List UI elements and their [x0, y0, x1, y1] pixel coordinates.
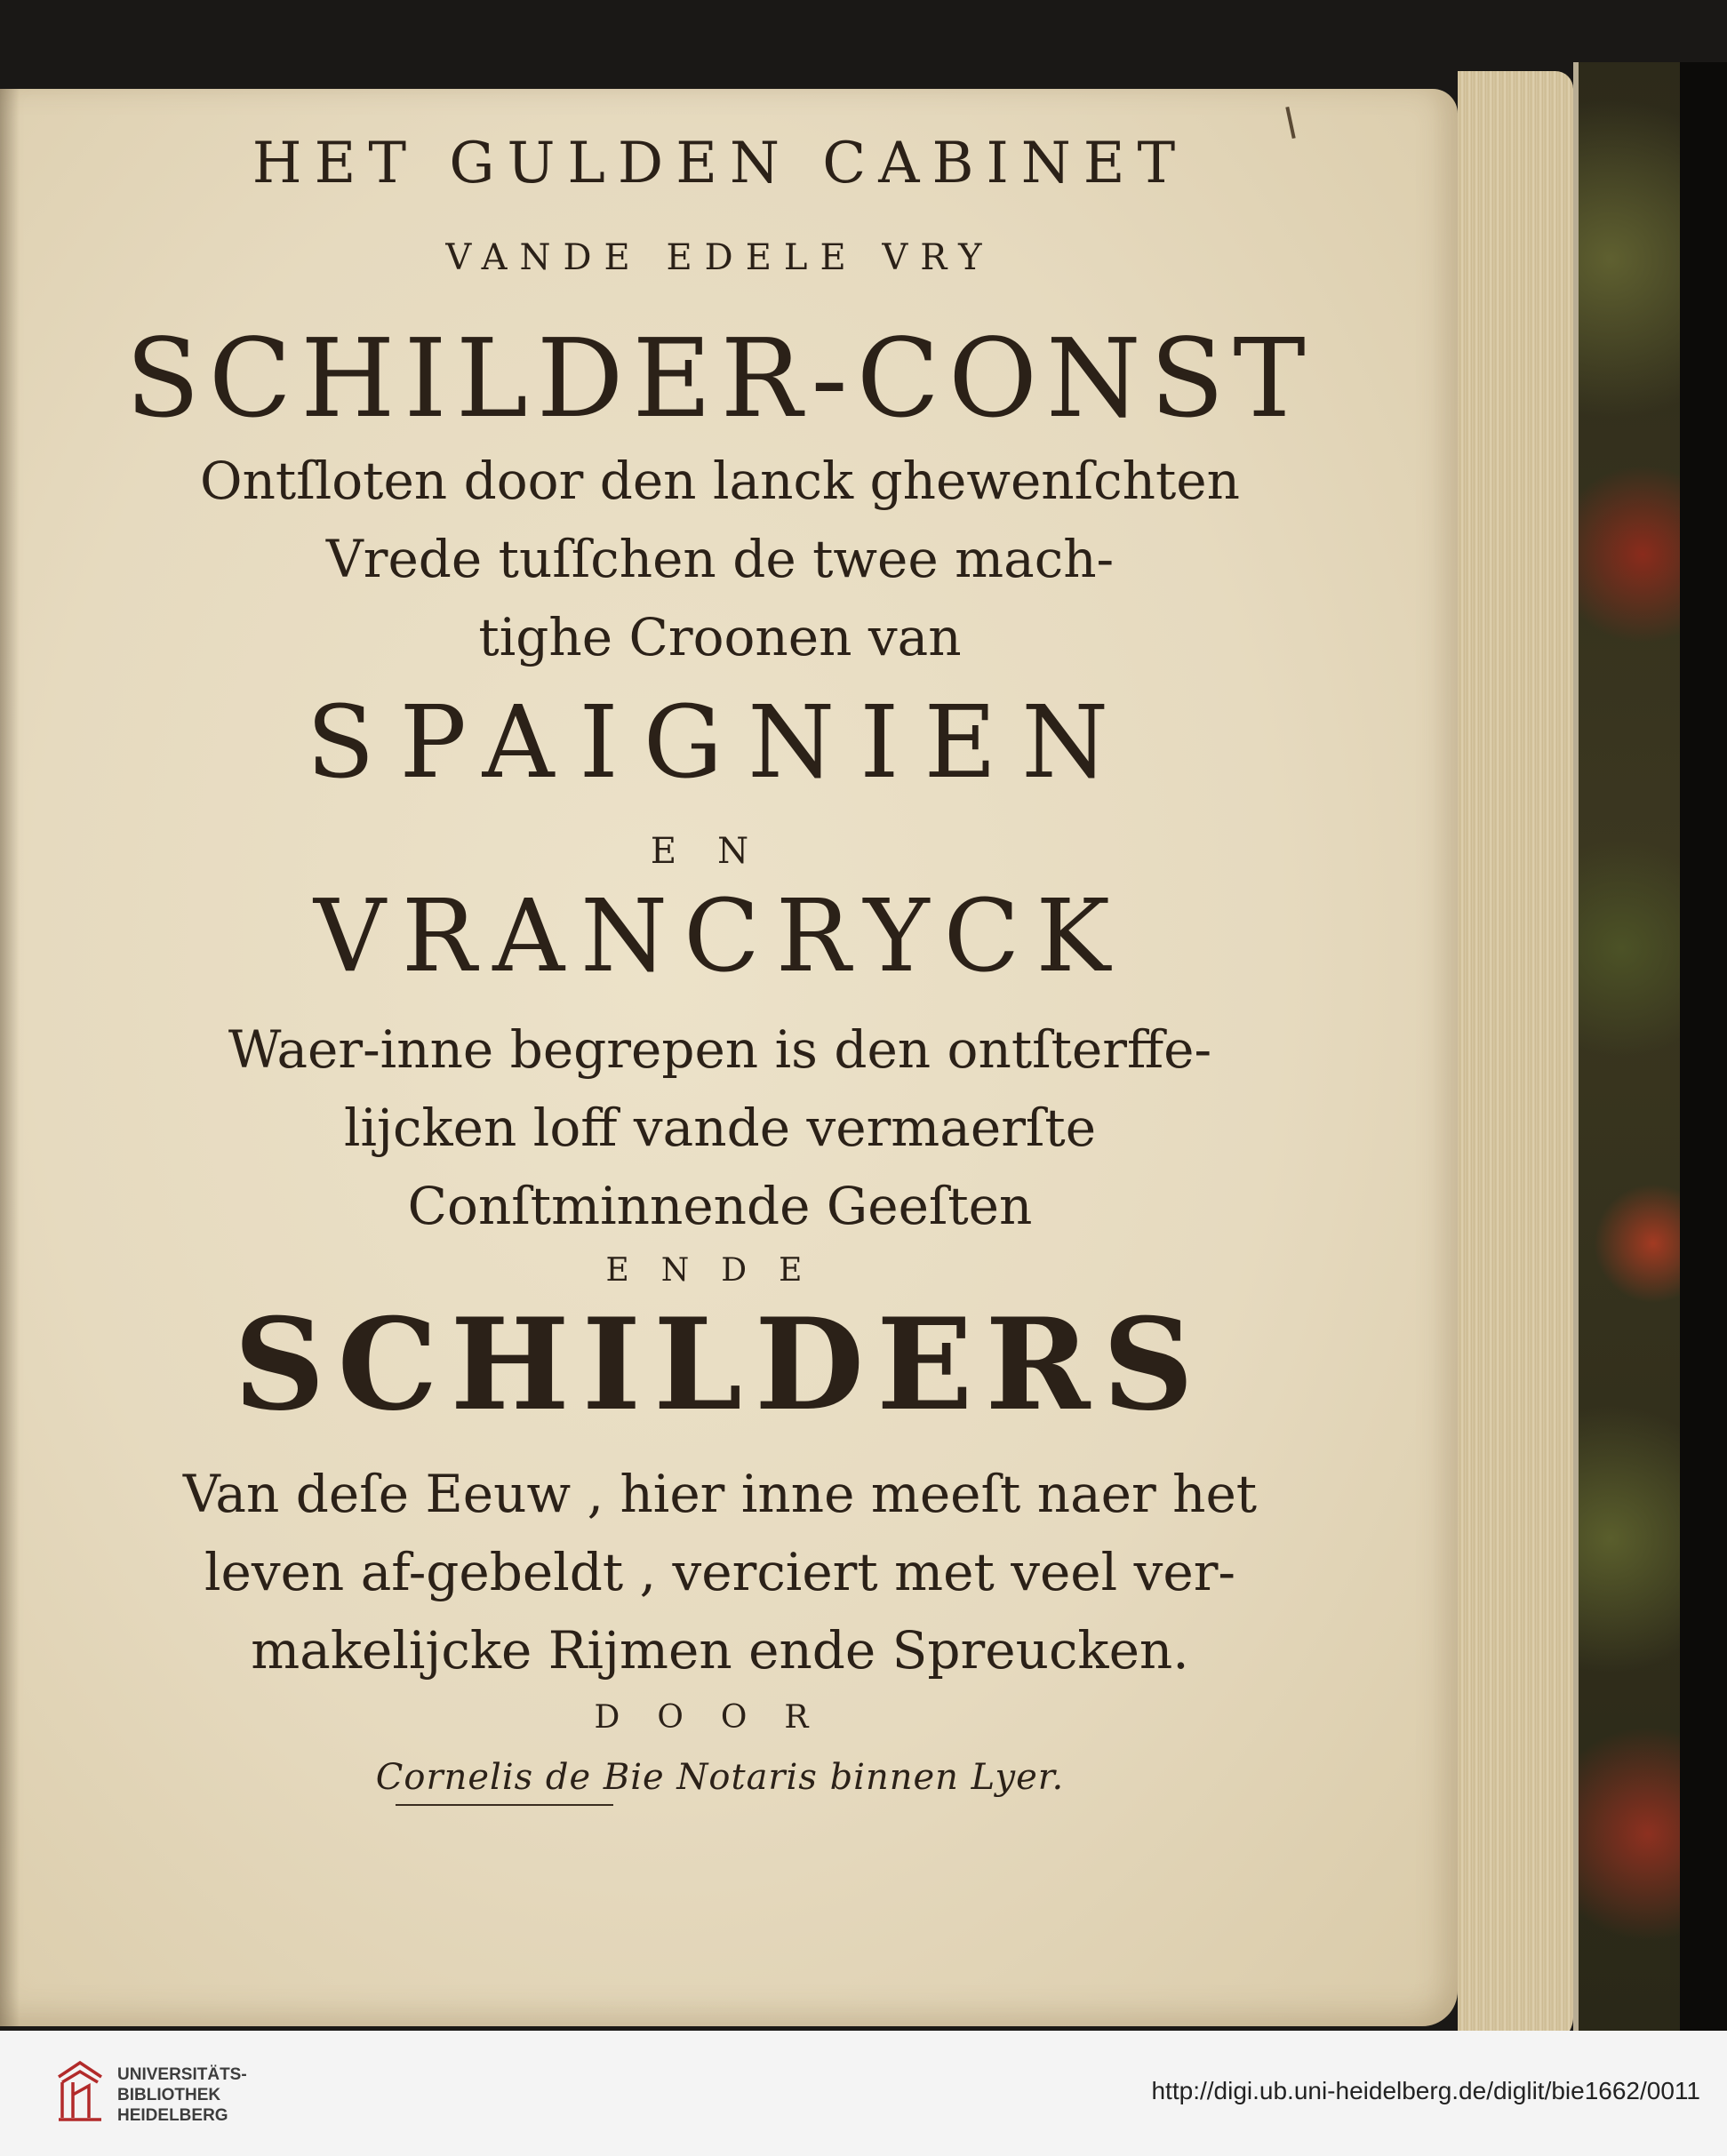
cover-edge: [1680, 62, 1727, 2031]
title-line-vrancryck: VRANCRYCK: [313, 879, 1126, 994]
title-line-spaignien: SPAIGNIEN: [306, 685, 1134, 801]
library-name: [117, 2064, 247, 2126]
title-line-en: EN: [650, 831, 790, 872]
permalink-url[interactable]: http://digi.ub.uni-heidelberg.de/diglit/bie1662/0011: [1151, 2077, 1700, 2104]
title-line-vrede: Vrede tuſſchen de twee mach-: [325, 529, 1115, 589]
title-line-tighe: tighe Croonen van: [478, 607, 962, 667]
title-line-leven: leven af-gebeldt , verciert met veel ver-: [204, 1542, 1236, 1602]
title-line-ontsloten: Ontſloten door den lanck ghewenſchten: [200, 451, 1240, 511]
library-name-line3: HEIDELBERG: [117, 2106, 228, 2125]
university-library-logo-icon: [53, 2059, 107, 2123]
title-line-door: DOOR: [594, 1699, 846, 1736]
title-line-schilder-const: SCHILDER-CONST: [125, 315, 1315, 442]
title-line-makelijcke: makelijcke Rijmen ende Spreucken.: [251, 1620, 1189, 1681]
title-line-waer: Waer-inne begrepen is den ontſterffe-: [228, 1019, 1212, 1080]
footer-bar: [0, 2031, 1727, 2156]
marbled-cover: [1573, 62, 1685, 2031]
title-line-lijcken: lijcken loff vande vermaerſte: [343, 1098, 1097, 1158]
title-line-vande: VANDE EDELE VRY: [445, 237, 995, 278]
author-underline: [396, 1804, 613, 1806]
page-edges: [1458, 71, 1573, 2031]
title-line-cabinet: HET GULDEN CABINET: [252, 131, 1188, 196]
gutter-shadow: [0, 89, 20, 2026]
library-name-line2: BIBLIOTHEK: [117, 2086, 221, 2104]
title-line-schilders: SCHILDERS: [234, 1291, 1206, 1439]
author-line: Cornelis de Bie Notaris binnen Lyer.: [375, 1757, 1065, 1798]
title-line-constminnende: Conſtminnende Geeſten: [407, 1176, 1033, 1236]
title-line-van: Van deſe Eeuw , hier inne meeſt naer het: [182, 1464, 1258, 1524]
library-name-line1: UNIVERSITÄTS-: [117, 2065, 247, 2084]
title-line-ende: ENDE: [605, 1252, 835, 1289]
